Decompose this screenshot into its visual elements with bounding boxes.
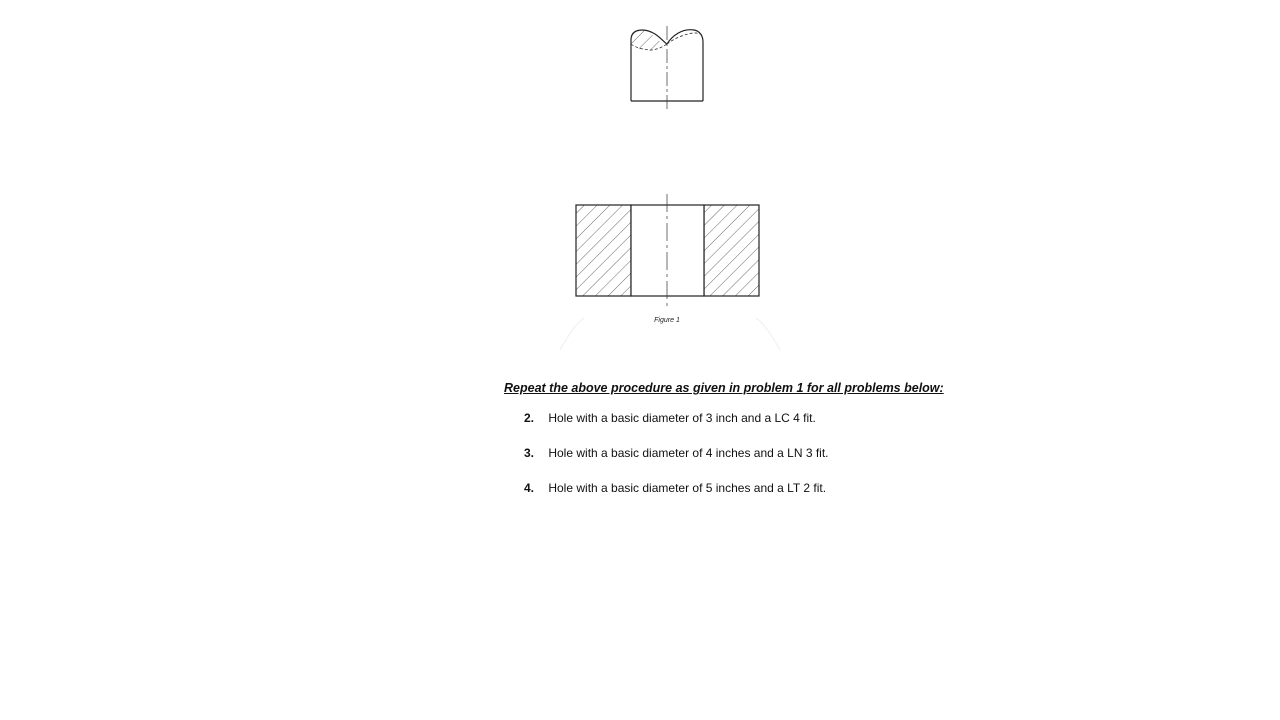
problem-item xyxy=(524,480,829,515)
instruction-heading: Repeat the above procedure as given in problem 1 for all problems below: xyxy=(504,381,944,395)
problem-number: 4. xyxy=(524,481,535,495)
problem-list xyxy=(524,410,829,515)
problem-item xyxy=(524,445,829,480)
problem-number: 3. xyxy=(524,446,535,460)
problem-text: Hole with a basic diameter of 3 inch and a LC 4 fit. xyxy=(548,411,816,425)
figure-caption: Figure 1 xyxy=(654,317,680,324)
problem-text: Hole with a basic diameter of 4 inches and a LN 3 fit. xyxy=(548,446,829,460)
problem-item xyxy=(524,410,829,445)
problem-number: 2. xyxy=(524,411,535,425)
problem-text: Hole with a basic diameter of 5 inches and a LT 2 fit. xyxy=(548,481,827,495)
shaft-drawing xyxy=(628,26,703,110)
hub-section-drawing xyxy=(576,194,759,306)
